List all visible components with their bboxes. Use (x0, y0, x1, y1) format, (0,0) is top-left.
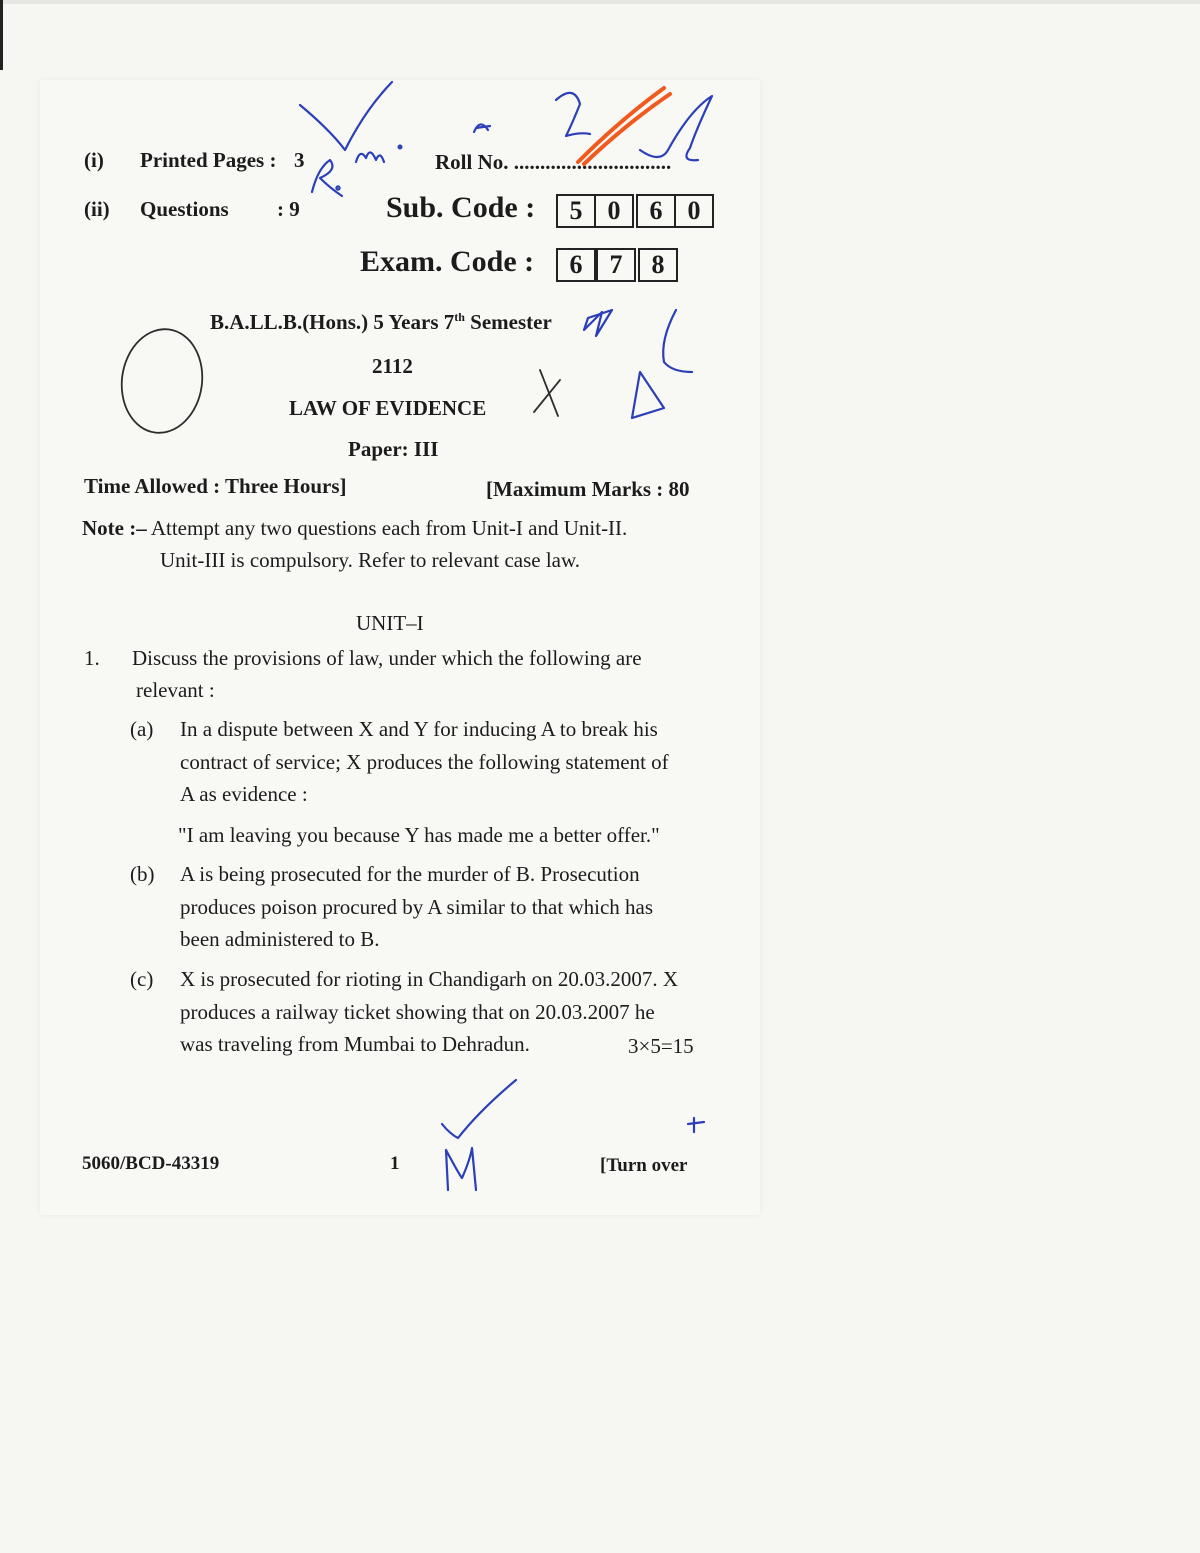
note-line-2: Unit-III is compulsory. Refer to relevant case law. (160, 548, 581, 572)
sub-question-a-line-2: contract of service; X produces the following statement of (180, 750, 669, 774)
footer-code: 5060/BCD-43319 (82, 1153, 220, 1174)
page-number: 1 (390, 1153, 400, 1174)
exam-code-digit: 7 (596, 248, 636, 282)
sub-question-a-line-1: In a dispute between X and Y for inducing A to break his (180, 717, 658, 741)
course-name: B.A.LL.B.(Hons.) 5 Years 7 (210, 310, 455, 334)
exam-code-digit: 6 (556, 248, 596, 282)
scan-edge-mark (0, 0, 3, 70)
roll-no-field: Roll No. .............................. (435, 150, 672, 174)
scan-edge (0, 0, 1200, 4)
paper-number: Paper: III (348, 437, 439, 461)
sub-question-label-c: (c) (130, 967, 154, 991)
year-code: 2112 (372, 354, 413, 378)
course-semester: Semester (470, 310, 552, 334)
question-intro-line-1: Discuss the provisions of law, under which the following are (132, 646, 642, 670)
note-line-1: Attempt any two questions each from Unit-I and Unit-II. (150, 516, 628, 540)
question-number: 1. (84, 646, 100, 670)
sub-code-label: Sub. Code : (386, 191, 536, 224)
sub-question-a-line-3: A as evidence : (180, 782, 308, 806)
sub-code-digit: 0 (674, 194, 714, 228)
sub-question-c-line-3: was traveling from Mumbai to Dehradun. (180, 1032, 530, 1056)
note-label: Note :– (82, 516, 147, 540)
exam-code-digit: 8 (638, 248, 678, 282)
unit-heading: UNIT–I (356, 611, 424, 635)
turn-over: [Turn over (600, 1155, 688, 1176)
maximum-marks: [Maximum Marks : 80 (486, 477, 690, 501)
question-intro-line-2: relevant : (136, 678, 215, 702)
sub-code-digit: 5 (556, 194, 596, 228)
sub-code-digit: 6 (636, 194, 676, 228)
course-sup: th (454, 310, 465, 324)
sub-question-b-line-2: produces poison procured by A similar to that which has (180, 895, 654, 919)
question-marks: 3×5=15 (628, 1034, 694, 1058)
sub-question-b-line-3: been administered to B. (180, 927, 380, 951)
exam-code-label: Exam. Code : (360, 245, 535, 278)
sub-question-c-line-1: X is prosecuted for rioting in Chandigarh on 20.03.2007. X (180, 967, 679, 991)
sub-question-label-b: (b) (130, 862, 155, 886)
note (82, 512, 627, 544)
subject-title: LAW OF EVIDENCE (289, 396, 487, 420)
course-title (210, 310, 552, 335)
sub-question-label-a: (a) (130, 717, 154, 741)
questions-text: Questions (140, 197, 229, 221)
printed-pages-value: 3 (294, 148, 305, 172)
sub-question-c-line-2: produces a railway ticket showing that on 20.03.2007 he (180, 1000, 655, 1024)
questions-value: : 9 (277, 197, 300, 221)
printed-pages-text: Printed Pages : (140, 148, 277, 172)
printed-pages-label: (i) (84, 148, 104, 172)
questions-label: (ii) (84, 197, 110, 221)
sub-code-digit: 0 (594, 194, 634, 228)
time-allowed: Time Allowed : Three Hours] (84, 474, 347, 498)
sub-question-b-line-1: A is being prosecuted for the murder of B. Prosecution (180, 862, 640, 886)
sub-question-a-quote: "I am leaving you because Y has made me a better offer." (178, 823, 660, 847)
